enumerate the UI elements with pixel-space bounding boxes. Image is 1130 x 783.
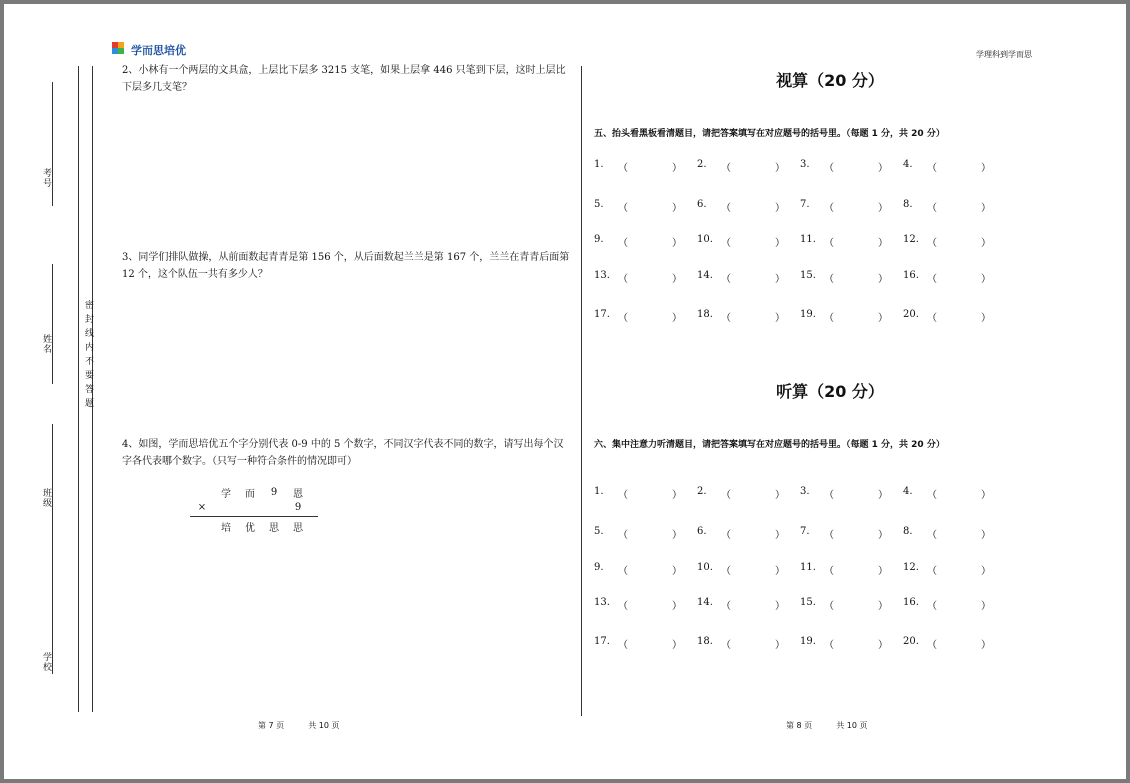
answer-number: 2. xyxy=(697,159,707,170)
paren-open: （ xyxy=(824,530,834,541)
paren-open: （ xyxy=(927,530,937,541)
paren-open: （ xyxy=(721,313,731,324)
answer-number: 10. xyxy=(697,562,713,573)
paren-close: ） xyxy=(981,530,991,541)
answer-number: 6. xyxy=(697,526,707,537)
exam-no-line xyxy=(52,82,53,206)
section-visual-title: 视算（20 分） xyxy=(776,71,884,90)
paren-open: （ xyxy=(927,490,937,501)
paren-open: （ xyxy=(721,530,731,541)
visual-answer-row xyxy=(594,234,1014,248)
paren-open: （ xyxy=(824,313,834,324)
paren-close: ） xyxy=(775,313,785,324)
paren-open: （ xyxy=(721,490,731,501)
paren-close: ） xyxy=(981,490,991,501)
paren-open: （ xyxy=(721,566,731,577)
paren-close: ） xyxy=(878,274,888,285)
paren-close: ） xyxy=(878,238,888,249)
name-label: 姓名 xyxy=(41,334,51,354)
paren-close: ） xyxy=(981,640,991,651)
answer-number: 18. xyxy=(697,309,713,320)
answer-number: 6. xyxy=(697,199,707,210)
answer-number: 11. xyxy=(800,562,816,573)
paren-close: ） xyxy=(672,490,682,501)
answer-number: 18. xyxy=(697,636,713,647)
paren-open: （ xyxy=(618,490,628,501)
binding-line-outer xyxy=(78,66,79,712)
paren-open: （ xyxy=(721,274,731,285)
answer-number: 8. xyxy=(903,199,913,210)
answer-number: 14. xyxy=(697,270,713,281)
paren-open: （ xyxy=(927,238,937,249)
answer-number: 1. xyxy=(594,159,604,170)
answer-number: 9. xyxy=(594,562,604,573)
visual-answer-row xyxy=(594,199,1014,213)
answer-number: 3. xyxy=(800,159,810,170)
page-divider xyxy=(581,66,582,716)
answer-number: 4. xyxy=(903,486,913,497)
listening-answer-row xyxy=(594,526,1014,540)
calc-divider xyxy=(190,516,318,517)
answer-number: 15. xyxy=(800,270,816,281)
answer-number: 20. xyxy=(903,636,919,647)
visual-answer-row xyxy=(594,270,1014,284)
paren-close: ） xyxy=(672,601,682,612)
paren-close: ） xyxy=(672,203,682,214)
answer-number: 19. xyxy=(800,309,816,320)
binding-note: 密封线内不要答题 xyxy=(83,300,93,412)
vertical-multiplication xyxy=(190,485,318,534)
paren-close: ） xyxy=(775,640,785,651)
school-line xyxy=(52,534,53,674)
paren-open: （ xyxy=(721,601,731,612)
paren-open: （ xyxy=(618,274,628,285)
answer-number: 19. xyxy=(800,636,816,647)
paren-close: ） xyxy=(775,530,785,541)
paren-close: ） xyxy=(878,313,888,324)
section-visual-instruction: 五、抬头看黑板看清题目，请把答案填写在对应题号的括号里。（每题 1 分，共 20 分） xyxy=(594,129,945,139)
paren-open: （ xyxy=(927,274,937,285)
paren-close: ） xyxy=(878,163,888,174)
paren-open: （ xyxy=(618,530,628,541)
paren-close: ） xyxy=(672,274,682,285)
answer-number: 11. xyxy=(800,234,816,245)
visual-answer-row xyxy=(594,159,1014,173)
paren-open: （ xyxy=(927,163,937,174)
paren-open: （ xyxy=(721,163,731,174)
paren-open: （ xyxy=(618,601,628,612)
paren-open: （ xyxy=(927,566,937,577)
paren-open: （ xyxy=(927,203,937,214)
paren-open: （ xyxy=(824,490,834,501)
answer-number: 2. xyxy=(697,486,707,497)
paren-open: （ xyxy=(618,163,628,174)
listening-answer-row xyxy=(594,636,1014,650)
paren-close: ） xyxy=(981,163,991,174)
paren-open: （ xyxy=(824,601,834,612)
paren-open: （ xyxy=(618,640,628,651)
paren-close: ） xyxy=(672,313,682,324)
answer-number: 7. xyxy=(800,199,810,210)
answer-number: 20. xyxy=(903,309,919,320)
answer-number: 1. xyxy=(594,486,604,497)
answer-number: 7. xyxy=(800,526,810,537)
paren-close: ） xyxy=(775,566,785,577)
paren-close: ） xyxy=(878,640,888,651)
calc-row-3: 培 优 思 思 xyxy=(221,523,303,534)
logo-icon xyxy=(112,42,128,58)
footer-right-total: 共 10 页 xyxy=(836,721,868,730)
answer-number: 13. xyxy=(594,270,610,281)
listening-answer-row xyxy=(594,562,1014,576)
answer-number: 13. xyxy=(594,597,610,608)
paren-open: （ xyxy=(824,274,834,285)
paren-close: ） xyxy=(981,566,991,577)
paren-open: （ xyxy=(618,313,628,324)
paren-close: ） xyxy=(672,640,682,651)
footer-right xyxy=(786,720,891,731)
name-line xyxy=(52,264,53,384)
paren-open: （ xyxy=(824,640,834,651)
paren-close: ） xyxy=(672,566,682,577)
paren-close: ） xyxy=(775,490,785,501)
calc-row-2: × 9 xyxy=(197,502,302,513)
answer-number: 9. xyxy=(594,234,604,245)
paren-open: （ xyxy=(927,313,937,324)
answer-number: 12. xyxy=(903,562,919,573)
listening-answer-row xyxy=(594,597,1014,611)
exam-no-label: 考号 xyxy=(41,168,51,188)
paren-open: （ xyxy=(824,238,834,249)
paren-open: （ xyxy=(927,640,937,651)
paren-close: ） xyxy=(981,601,991,612)
paren-open: （ xyxy=(618,238,628,249)
paren-close: ） xyxy=(878,530,888,541)
answer-number: 14. xyxy=(697,597,713,608)
answer-number: 12. xyxy=(903,234,919,245)
paren-close: ） xyxy=(878,566,888,577)
logo-text: 学而思培优 xyxy=(131,44,186,57)
answer-number: 5. xyxy=(594,199,604,210)
calc-row-1: 学 而 9 恩 xyxy=(221,487,303,500)
paren-close: ） xyxy=(775,203,785,214)
paren-open: （ xyxy=(721,203,731,214)
paren-open: （ xyxy=(824,566,834,577)
paren-open: （ xyxy=(721,238,731,249)
paren-close: ） xyxy=(981,313,991,324)
paren-close: ） xyxy=(775,163,785,174)
answer-number: 16. xyxy=(903,270,919,281)
listening-answer-row xyxy=(594,486,1014,500)
paren-open: （ xyxy=(927,601,937,612)
footer-left-total: 共 10 页 xyxy=(308,721,340,730)
answer-number: 3. xyxy=(800,486,810,497)
paren-close: ） xyxy=(981,203,991,214)
answer-number: 5. xyxy=(594,526,604,537)
answer-number: 15. xyxy=(800,597,816,608)
slogan: 学理科到学而思 xyxy=(976,50,1032,59)
paren-open: （ xyxy=(721,640,731,651)
paren-open: （ xyxy=(824,203,834,214)
footer-left xyxy=(258,720,363,731)
class-label: 班级 xyxy=(41,488,51,508)
visual-answer-row xyxy=(594,309,1014,323)
paren-close: ） xyxy=(878,601,888,612)
paren-close: ） xyxy=(878,203,888,214)
paren-open: （ xyxy=(824,163,834,174)
answer-number: 8. xyxy=(903,526,913,537)
class-line xyxy=(52,424,53,534)
answer-number: 16. xyxy=(903,597,919,608)
answer-number: 4. xyxy=(903,159,913,170)
question-2: 2、小林有一个两层的文具盒，上层比下层多 3215 支笔，如果上层拿 446 只笔到下层，这时上层比下层多几支笔？ xyxy=(122,65,566,93)
section-listening-instruction: 六、集中注意力听清题目，请把答案填写在对应题号的括号里。（每题 1 分，共 20 分） xyxy=(594,440,945,450)
answer-number: 17. xyxy=(594,636,610,647)
paren-close: ） xyxy=(981,238,991,249)
footer-right-page: 第 8 页 xyxy=(786,721,813,730)
paren-open: （ xyxy=(618,566,628,577)
question-4: 4、如图，学而思培优五个字分别代表 0-9 中的 5 个数字，不同汉字代表不同的数字，请写出每个汉字各代表哪个数字。（只写一种符合条件的情况即可） xyxy=(122,439,564,467)
paren-open: （ xyxy=(618,203,628,214)
logo xyxy=(112,42,186,58)
paren-close: ） xyxy=(672,530,682,541)
answer-number: 10. xyxy=(697,234,713,245)
answer-number: 17. xyxy=(594,309,610,320)
section-listening-title: 听算（20 分） xyxy=(776,382,884,401)
paren-close: ） xyxy=(672,238,682,249)
question-3: 3、同学们排队做操，从前面数起青青是第 156 个，从后面数起兰兰是第 167 个，兰兰在青青后面第 12 个，这个队伍一共有多少人？ xyxy=(122,252,570,280)
exam-page xyxy=(4,4,1126,779)
paren-close: ） xyxy=(981,274,991,285)
paren-close: ） xyxy=(775,601,785,612)
paren-close: ） xyxy=(775,274,785,285)
paren-close: ） xyxy=(775,238,785,249)
paren-close: ） xyxy=(672,163,682,174)
paren-close: ） xyxy=(878,490,888,501)
footer-left-page: 第 7 页 xyxy=(258,721,285,730)
school-label: 学校 xyxy=(41,652,51,672)
